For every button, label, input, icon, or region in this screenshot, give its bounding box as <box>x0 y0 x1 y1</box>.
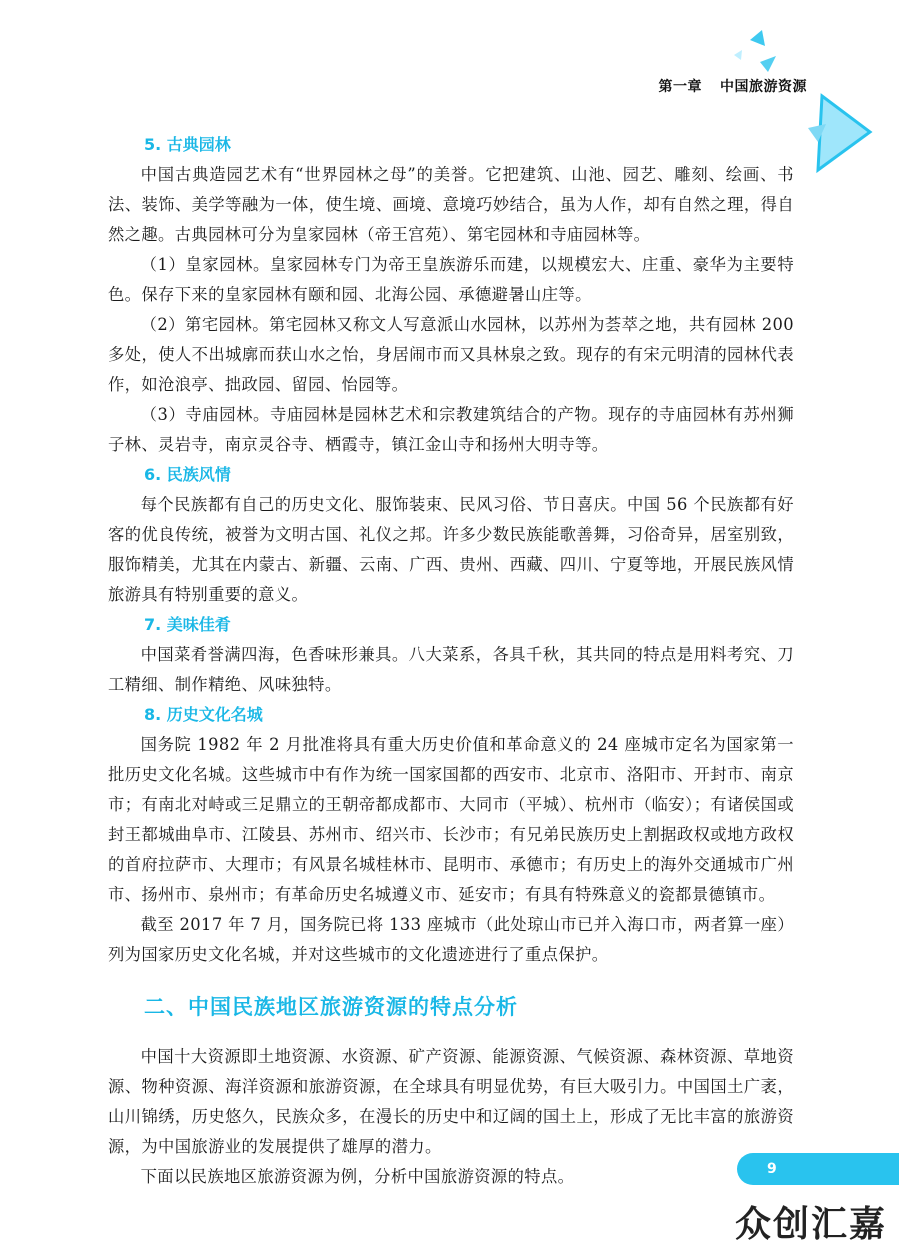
page-number: 9 <box>767 1161 777 1177</box>
paragraph: 国务院 1982 年 2 月批准将具有重大历史价值和革命意义的 24 座城市定名为国家第一批历史文化名城。这些城市中有作为统一国家国都的西安市、北京市、洛阳市、开封市、南京市；有南北对峙或三足鼎立的王朝帝都成都市、大同市（平城）、杭州市（临安）；有诸侯国或封王都城曲阜市、江陵县、苏州市、绍兴市、长沙市；有兄弟民族历史上割据政权或地方政权的首府拉萨市、大理市；有风景名城桂林市、昆明市、承德市；有历史上的海外交通城市广州市、扬州市、泉州市；有革命历史名城遵义市、延安市；有具有特殊意义的瓷都景德镇市。 <box>108 735 794 904</box>
watermark-logo: 众创汇嘉 <box>734 1204 887 1245</box>
paragraph: （3）寺庙园林。寺庙园林是园林艺术和宗教建筑结合的产物。现存的寺庙园林有苏州狮子林、灵岩寺，南京灵谷寺、栖霞寺，镇江金山寺和扬州大明寺等。 <box>108 405 794 454</box>
main-content <box>108 130 794 1192</box>
running-header <box>659 76 808 96</box>
paragraph: 截至 2017 年 7 月，国务院已将 133 座城市（此处琼山市已并入海口市，两者算一座）列为国家历史文化名城，并对这些城市的文化遗迹进行了重点保护。 <box>108 915 794 964</box>
paragraph: 中国古典造园艺术有“世界园林之母”的美誉。它把建筑、山池、园艺、雕刻、绘画、书法、装饰、美学等融为一体，使生境、画境、意境巧妙结合，虽为人作，却有自然之理，得自然之趣。古典园林可分为皇家园林（帝王宫苑）、第宅园林和寺庙园林等。 <box>108 165 794 244</box>
section-title: 7. 美味佳肴 <box>144 615 231 634</box>
chapter-title: 中国旅游资源 <box>720 79 807 95</box>
section-title: 5. 古典园林 <box>144 135 231 154</box>
paragraph: 每个民族都有自己的历史文化、服饰装束、民风习俗、节日喜庆。中国 56 个民族都有好客的优良传统，被誉为文明古国、礼仪之邦。许多少数民族能歌善舞，习俗奇异，居室别致，服饰精美，尤其在内蒙古、新疆、云南、广西、贵州、西藏、四川、宁夏等地，开展民族风情旅游具有特别重要的意义。 <box>108 495 794 604</box>
chapter-label: 第一章 <box>658 79 702 95</box>
paragraph: 中国十大资源即土地资源、水资源、矿产资源、能源资源、气候资源、森林资源、草地资源、物种资源、海洋资源和旅游资源，在全球具有明显优势，有巨大吸引力。中国国土广袤，山川锦绣，历史悠久，民族众多，在漫长的历史中和辽阔的国土上，形成了无比丰富的旅游资源，为中国旅游业的发展提供了雄厚的潜力。 <box>108 1047 794 1156</box>
page-number-tab <box>737 1153 899 1185</box>
section-title: 6. 民族风情 <box>144 465 231 484</box>
paragraph: 下面以民族地区旅游资源为例，分析中国旅游资源的特点。 <box>140 1167 575 1186</box>
section-title: 8. 历史文化名城 <box>144 705 263 724</box>
paragraph: 中国菜肴誉满四海，色香味形兼具。八大菜系，各具千秋，其共同的特点是用料考究、刀工精细、制作精绝、风味独特。 <box>108 645 794 694</box>
paragraph: （1）皇家园林。皇家园林专门为帝王皇族游乐而建，以规模宏大、庄重、豪华为主要特色。保存下来的皇家园林有颐和园、北海公园、承德避暑山庄等。 <box>108 255 794 304</box>
heading-2: 二、中国民族地区旅游资源的特点分析 <box>144 995 518 1019</box>
paragraph: （2）第宅园林。第宅园林又称文人写意派山水园林，以苏州为荟萃之地，共有园林 200 多处，使人不出城廓而获山水之怡，身居闹市而又具林泉之致。现存的有宋元明清的园林代表作，如沧浪亭、拙政园、留园、怡园等。 <box>108 315 794 394</box>
